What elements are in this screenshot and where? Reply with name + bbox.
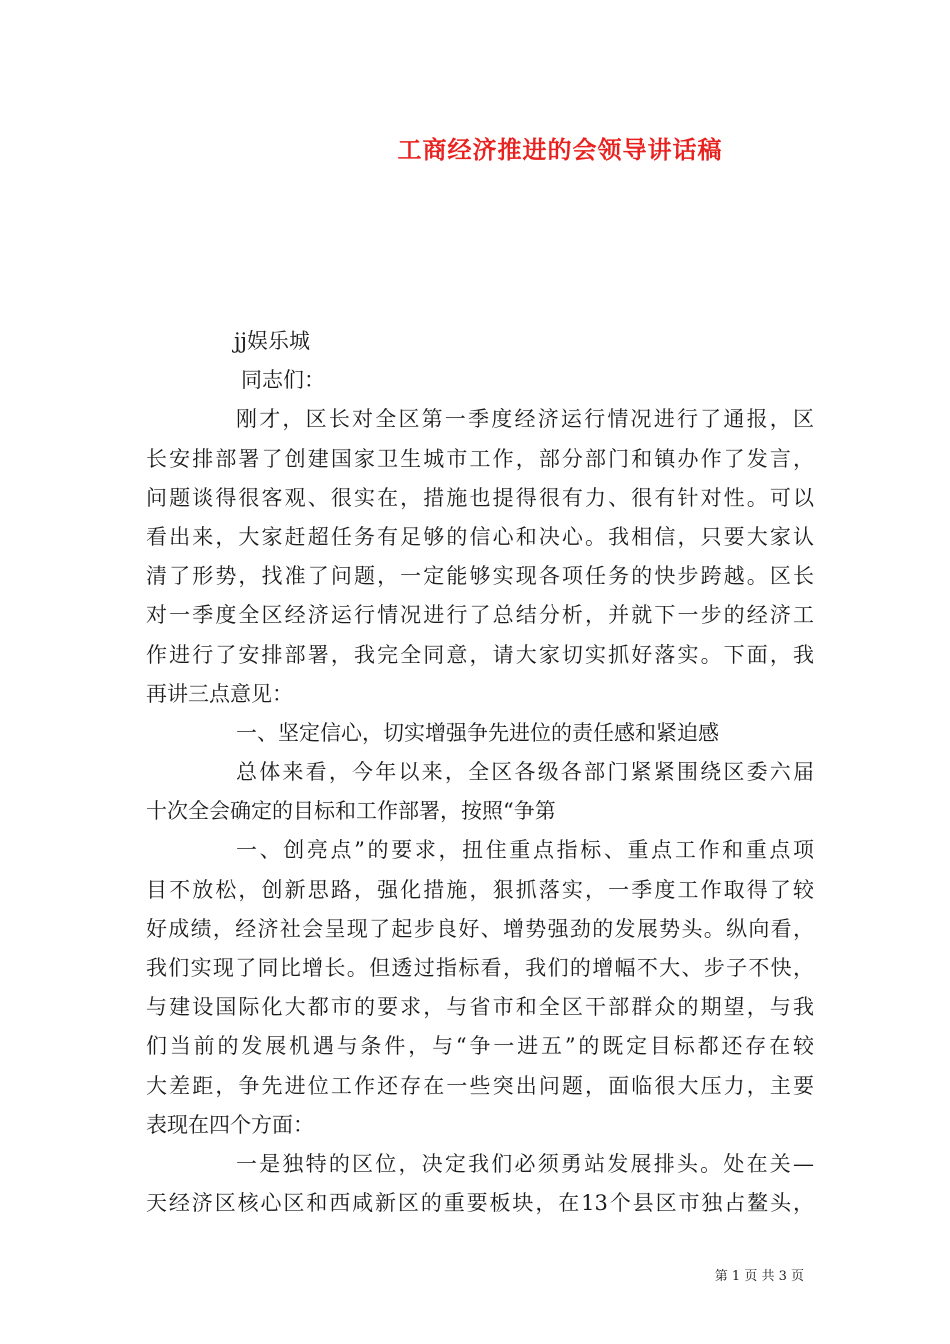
body-line: 长安排部署了创建国家卫生城市工作，部分部门和镇办作了发言， [146,446,814,471]
body-line: 看出来，大家赶超任务有足够的信心和决心。我相信，只要大家认 [146,524,814,549]
body-line: 再讲三点意见： [146,681,293,706]
body-line: 问题谈得很客观、很实在，措施也提得很有力、很有针对性。可以 [146,485,814,510]
body-line: 清了形势，找准了问题，一定能够实现各项任务的快步跨越。区长 [146,564,814,589]
body-line: 对一季度全区经济运行情况进行了总结分析，并就下一步的经济工 [146,603,814,628]
body-line: 与建设国际化大都市的要求，与省市和全区干部群众的期望，与我 [146,995,814,1020]
body-line: 们当前的发展机遇与条件，与“争一进五”的既定目标都还存在较 [146,1034,814,1059]
body-line: 一、坚定信心，切实增强争先进位的责任感和紧迫感 [236,720,719,745]
body-line: 刚才，区长对全区第一季度经济运行情况进行了通报，区 [236,407,814,432]
body-line: 同志们： [241,368,325,393]
body-line: 天经济区核心区和西咸新区的重要板块，在13个县区市独占鳌头， [146,1191,814,1216]
body-line: 表现在四个方面： [146,1112,314,1137]
document-title: 工商经济推进的会领导讲话稿 [397,135,723,164]
body-line: 一、创亮点”的要求，扭住重点指标、重点工作和重点项 [236,838,814,863]
body-line: 好成绩，经济社会呈现了起步良好、增势强劲的发展势头。纵向看， [146,916,814,941]
body-line: 目不放松，创新思路，强化措施，狠抓落实，一季度工作取得了较 [146,877,814,902]
body-line: 作进行了安排部署，我完全同意，请大家切实抓好落实。下面，我 [146,642,814,667]
body-line: 我们实现了同比增长。但透过指标看，我们的增幅不大、步子不快， [146,956,814,980]
body-line: 大差距，争先进位工作还存在一些突出问题，面临很大压力，主要 [146,1073,814,1098]
body-line: 十次全会确定的目标和工作部署，按照“争第 [146,799,556,824]
page-number: 第 1 页 共 3 页 [714,1269,804,1284]
body-line: 总体来看，今年以来，全区各级各部门紧紧围绕区委六届 [236,760,814,785]
document-body [146,322,814,1223]
body-line: jj娱乐城 [234,329,311,353]
body-line: 一是独特的区位，决定我们必须勇站发展排头。处在关— [236,1151,814,1176]
